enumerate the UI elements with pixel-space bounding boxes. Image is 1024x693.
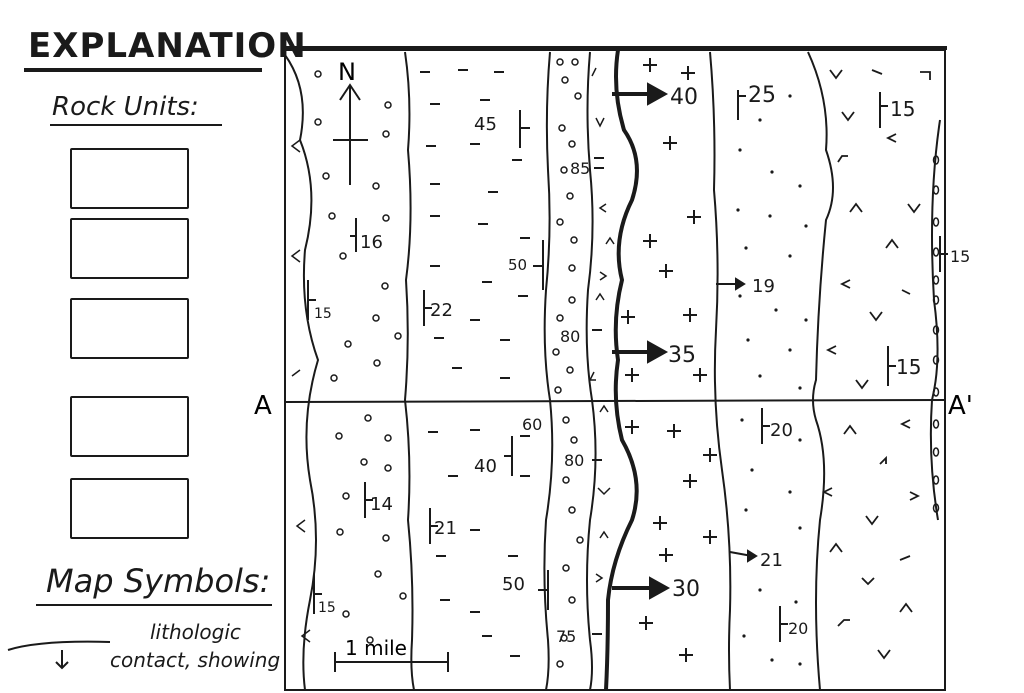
dip-label: 14 xyxy=(370,494,393,515)
section-start-label: A xyxy=(254,391,272,421)
rock-units-heading: Rock Units: xyxy=(52,92,199,122)
unit-6-pattern xyxy=(736,94,807,665)
dip-labels xyxy=(314,83,970,646)
dip-label: 21 xyxy=(434,518,457,539)
dip-label: 15 xyxy=(950,247,971,266)
section-end-label: A' xyxy=(948,391,973,421)
contact-2 xyxy=(405,52,414,690)
dip-label: 50 xyxy=(508,256,528,274)
contact-7 xyxy=(931,120,940,520)
dip-label: 85 xyxy=(570,159,591,178)
dip-label: 80 xyxy=(560,327,581,346)
explanation-title: EXPLANATION xyxy=(28,26,307,66)
unit-4-pattern xyxy=(590,68,614,582)
dip-label: 15 xyxy=(890,97,916,121)
dip-label: 15 xyxy=(314,306,332,322)
dip-label: 45 xyxy=(474,114,497,135)
dip-label: 60 xyxy=(522,415,543,434)
unit-2-pattern xyxy=(420,70,530,656)
dip-label: 20 xyxy=(788,619,809,638)
scale-label: 1 mile xyxy=(345,636,407,660)
dip-label: 15 xyxy=(318,600,336,616)
dip-label: 40 xyxy=(670,85,698,110)
dip-label: 40 xyxy=(474,456,497,477)
dip-label: 22 xyxy=(430,300,453,321)
unit-3-pattern xyxy=(553,59,583,667)
dip-label: 21 xyxy=(760,550,783,571)
strike-dip-symbols xyxy=(308,90,948,642)
contact-legend-label-cont: contact, showing xyxy=(110,648,281,672)
contact-6 xyxy=(808,52,833,690)
dip-label: 50 xyxy=(502,574,525,595)
unit-8-pattern xyxy=(934,156,939,512)
dip-label: 80 xyxy=(564,451,585,470)
dip-label: 19 xyxy=(752,276,775,297)
contact-5 xyxy=(710,52,730,690)
dip-label: 75 xyxy=(556,627,577,646)
contact-legend-label: lithologic xyxy=(150,620,241,644)
dip-label: 35 xyxy=(668,343,696,368)
dip-label: 15 xyxy=(896,355,922,379)
dip-label: 16 xyxy=(360,232,383,253)
dip-label: 25 xyxy=(748,83,776,108)
dip-label: 30 xyxy=(672,577,700,602)
north-label: N xyxy=(338,58,356,86)
contact-4 xyxy=(587,52,596,690)
map-symbols-heading: Map Symbols: xyxy=(46,562,271,600)
dip-label: 20 xyxy=(770,420,793,441)
